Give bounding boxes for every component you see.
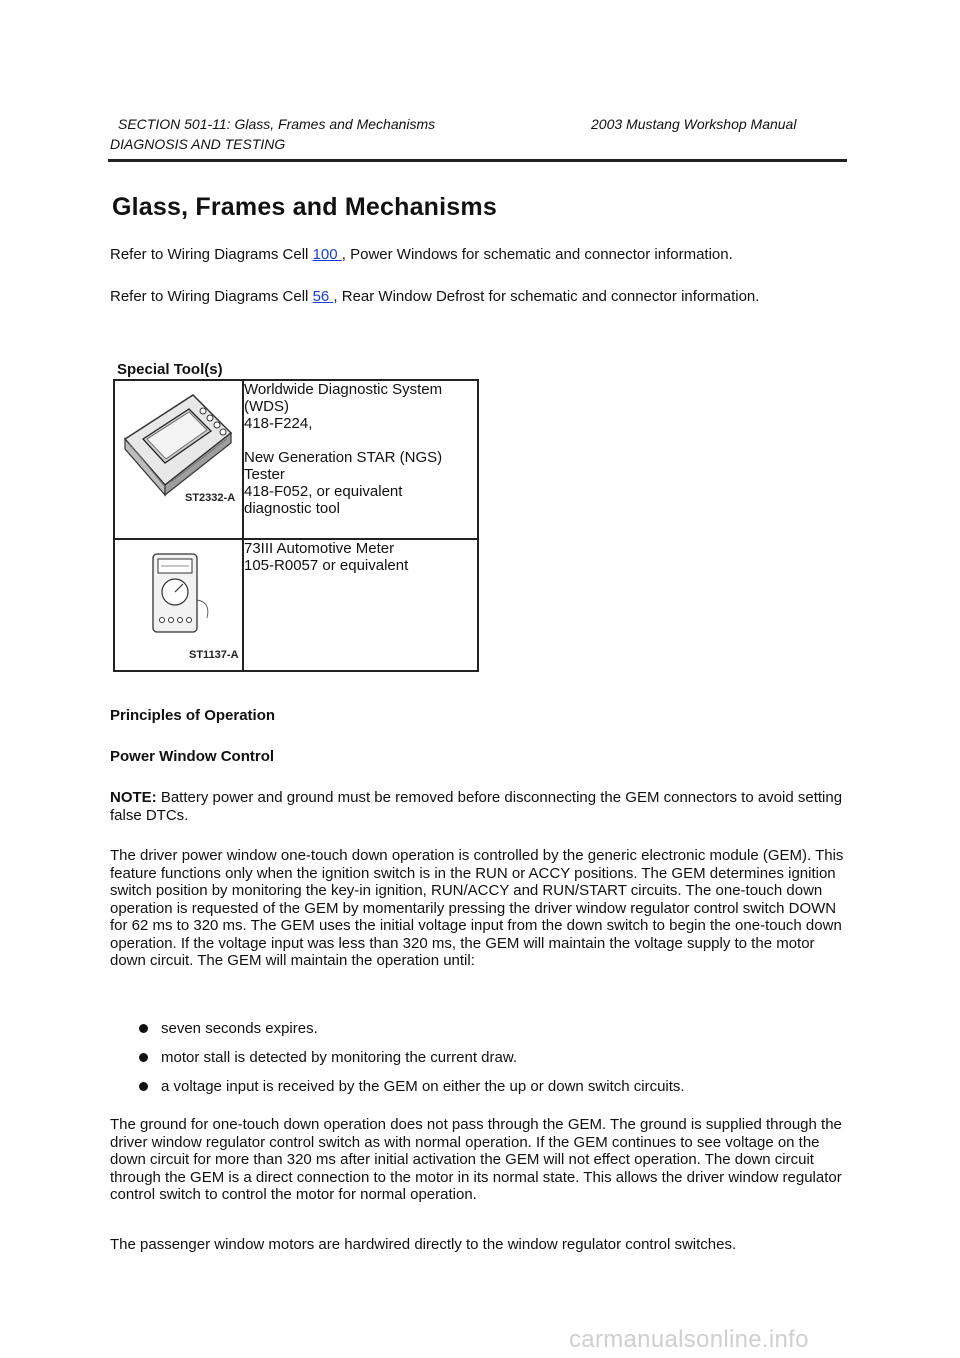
tool-line: diagnostic tool: [244, 500, 340, 517]
wiring-reference-power-windows: [110, 246, 850, 264]
tool-image-cell: [114, 539, 243, 671]
list-item: [138, 1020, 838, 1049]
wiring-reference-rear-defrost: [110, 288, 850, 306]
list-item-text: seven seconds expires.: [161, 1020, 318, 1037]
tool-row: [114, 380, 478, 539]
bullet-icon: [139, 1053, 148, 1062]
principles-heading: Principles of Operation: [110, 707, 276, 724]
tool-line: Tester: [244, 466, 285, 483]
tool-description-wds: [243, 380, 478, 539]
header-subsection: DIAGNOSIS AND TESTING: [110, 136, 286, 152]
tool-line: 418-F052, or equivalent: [244, 483, 403, 500]
header-section: SECTION 501-11: Glass, Frames and Mechanisms: [118, 116, 436, 132]
diagnostic-tester-illustration: [115, 381, 242, 533]
tool-line: Worldwide Diagnostic System: [244, 381, 443, 398]
page-title: Glass, Frames and Mechanisms: [112, 193, 497, 221]
watermark: carmanualsonline.info: [569, 1326, 809, 1353]
header-manual-title: 2003 Mustang Workshop Manual: [591, 116, 797, 132]
bullet-icon: [139, 1082, 148, 1091]
multimeter-illustration: [115, 540, 242, 665]
tool-row: [114, 539, 478, 671]
note-label: NOTE:: [110, 789, 157, 806]
ref-text-after: , Power Windows for schematic and connector information.: [341, 246, 733, 263]
list-item: [138, 1078, 838, 1107]
header-divider: [108, 159, 847, 162]
note-text: Battery power and ground must be removed before disconnecting the GEM connectors to avoid setting false DTCs.: [110, 789, 843, 824]
special-tools-table: [113, 379, 479, 672]
tool-line: (WDS): [244, 398, 289, 415]
list-item-text: a voltage input is received by the GEM on either the up or down switch circuits.: [161, 1078, 685, 1095]
ref-text-after: , Rear Window Defrost for schematic and connector information.: [333, 288, 760, 305]
power-window-control-heading: Power Window Control: [110, 748, 275, 765]
ref-text-before: Refer to Wiring Diagrams Cell: [110, 246, 313, 263]
tool-line: 73III Automotive Meter: [244, 540, 395, 557]
tool-image-code: ST2332-A: [185, 492, 236, 504]
special-tools-label: Special Tool(s): [117, 361, 223, 378]
operation-conditions-list: [138, 1020, 838, 1107]
tool-description-meter: [243, 539, 478, 671]
bullet-icon: [139, 1024, 148, 1033]
operation-paragraph-2: The ground for one-touch down operation does not pass through the GEM. The ground is supplied through the driver window regulator control switch as with normal operation. If the GEM continues to see voltage on the down circuit for more than 320 ms after initial activation the GEM will not effect operation. The down circuit through the GEM is a direct connection to the motor in its normal state. This allows the driver window regulator control switch to control the motor for normal operation.: [110, 1116, 842, 1203]
cell-56-link[interactable]: 56: [312, 288, 334, 305]
cell-100-link[interactable]: 100: [312, 246, 342, 263]
list-item-text: motor stall is detected by monitoring the current draw.: [161, 1049, 518, 1066]
tool-image-cell: [114, 380, 243, 539]
tool-line: 418-F224,: [244, 415, 313, 432]
note-paragraph: [110, 789, 850, 824]
operation-paragraph-3: The passenger window motors are hardwired directly to the window regulator control switches.: [110, 1236, 737, 1253]
operation-paragraph-1: The driver power window one-touch down operation is controlled by the generic electronic module (GEM). This feature functions only when the ignition switch is in the RUN or ACCY positions. The GEM determines ignition switch position by monitoring the key-in ignition, RUN/ACCY and RUN/START circuits. The one-touch down operation is requested of the GEM by momentarily pressing the driver window regulator control switch DOWN for 62 ms to 320 ms. The GEM uses the initial voltage input from the down switch to begin the one-touch down operation. If the voltage input was less than 320 ms, the GEM will maintain the voltage supply to the motor down circuit. The GEM will maintain the operation until:: [110, 847, 844, 969]
tool-line: New Generation STAR (NGS): [244, 449, 443, 466]
tool-line-gap: [244, 432, 477, 449]
tool-image-code: ST1137-A: [189, 649, 239, 661]
list-item: [138, 1049, 838, 1078]
tool-line: 105-R0057 or equivalent: [244, 557, 409, 574]
ref-text-before: Refer to Wiring Diagrams Cell: [110, 288, 313, 305]
